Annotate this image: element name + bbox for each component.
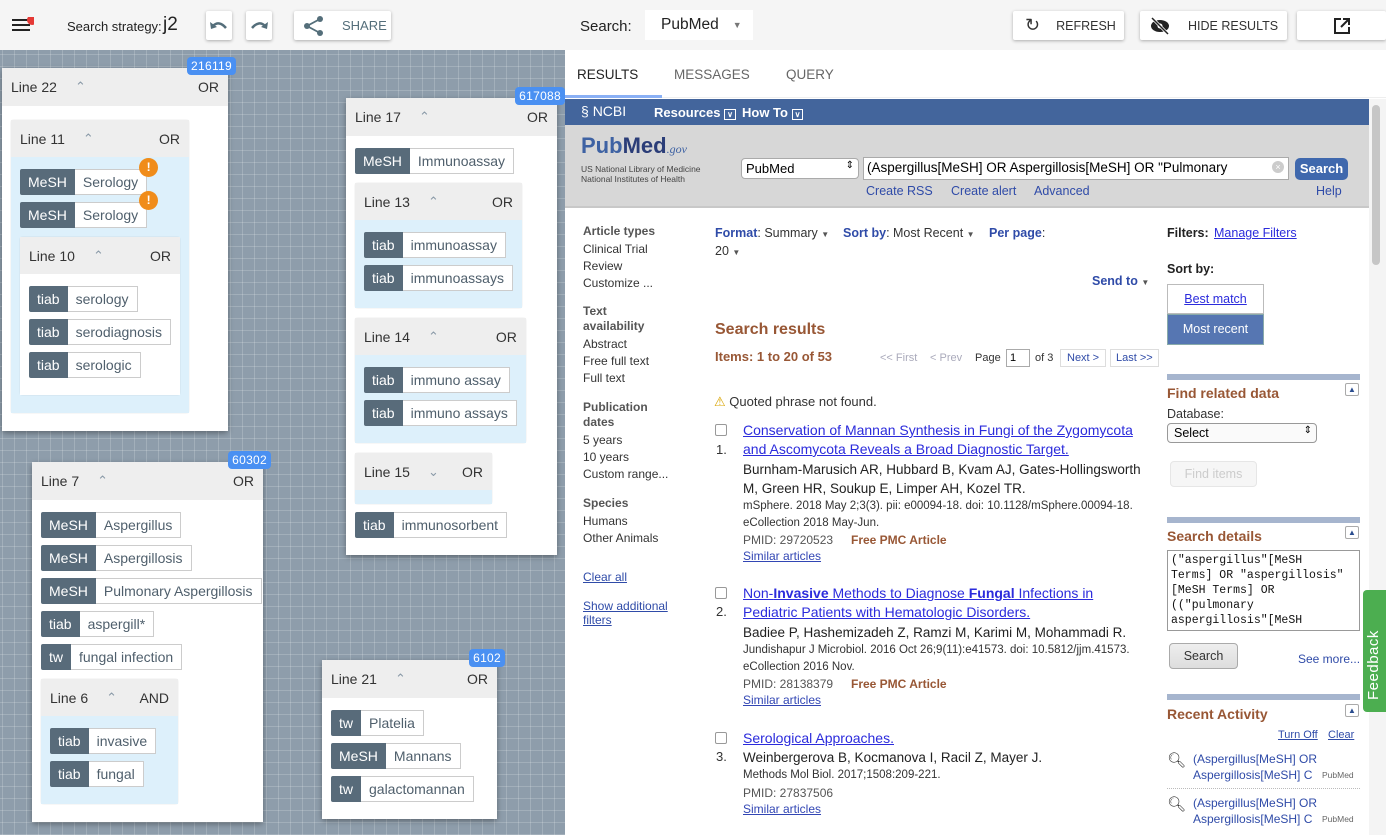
search-term[interactable] bbox=[364, 232, 506, 258]
clear-activity-link[interactable]: Clear bbox=[1328, 729, 1355, 741]
term-value[interactable]: Pulmonary Aspergillosis bbox=[96, 578, 262, 604]
ncbi-bar bbox=[565, 99, 1369, 125]
line-label: Line 21 bbox=[331, 671, 377, 687]
sortby-control[interactable]: Sort by: Most Recent ▼ bbox=[843, 226, 975, 240]
chevron-down-icon: ∨ bbox=[724, 109, 736, 120]
result-authors: Burnham-Marusich AR, Hubbard B, Kvam AJ, Gates-Hollingsworth M, Green HR, Soukup E, Limper AH, Kozel TR. bbox=[743, 462, 1141, 496]
search-term[interactable] bbox=[41, 512, 181, 538]
chevron-up-icon[interactable]: ⌃ bbox=[418, 109, 430, 124]
ncbi-label: NCBI bbox=[592, 103, 627, 119]
line-group[interactable] bbox=[20, 237, 180, 395]
group-header bbox=[41, 679, 178, 716]
chevron-up-icon[interactable]: ⌃ bbox=[427, 193, 439, 209]
term-field-tag[interactable]: MeSH bbox=[20, 202, 75, 228]
term-value[interactable]: Mannans bbox=[386, 743, 461, 769]
term-value[interactable]: fungal infection bbox=[71, 644, 182, 670]
line-group[interactable] bbox=[355, 318, 526, 443]
term-field-tag[interactable]: MeSH bbox=[41, 545, 96, 571]
database-value: PubMed bbox=[661, 16, 719, 33]
feedback-tab[interactable] bbox=[1363, 590, 1386, 712]
caret-down-icon: ▼ bbox=[732, 248, 741, 257]
line-group[interactable] bbox=[11, 120, 189, 413]
term-value[interactable]: Serology bbox=[75, 169, 147, 195]
term-field-tag[interactable]: tiab bbox=[50, 761, 89, 787]
term-value[interactable]: fungal bbox=[89, 761, 144, 787]
term-field-tag[interactable]: tiab bbox=[364, 265, 403, 291]
term-field-tag[interactable]: MeSH bbox=[41, 578, 96, 604]
result-count-badge: 617088 bbox=[515, 87, 565, 105]
chevron-up-icon[interactable]: ⌃ bbox=[427, 328, 439, 344]
line-label: Line 13 bbox=[364, 193, 410, 210]
search-term[interactable] bbox=[355, 512, 507, 538]
divider bbox=[1167, 517, 1360, 523]
title-part: Non- bbox=[743, 585, 774, 601]
caret-down-icon: ▼ bbox=[1141, 278, 1150, 287]
chevron-up-icon[interactable]: ⌃ bbox=[74, 79, 86, 94]
perpage-label-wrap: Per page: bbox=[989, 226, 1046, 240]
updown-arrows-icon: ⇕ bbox=[1303, 425, 1312, 436]
group-body bbox=[355, 355, 526, 443]
recent-db: PubMed bbox=[1322, 814, 1354, 824]
title-part: Methods to Diagnose bbox=[828, 585, 969, 601]
term-value[interactable]: immuno assay bbox=[403, 367, 510, 393]
pubmed-db-select[interactable] bbox=[741, 158, 859, 179]
term-value[interactable]: Serology bbox=[75, 202, 147, 228]
chevron-up-icon[interactable]: ⌃ bbox=[106, 689, 118, 705]
search-details-textarea[interactable]: ("aspergillus"[MeSH Terms] OR "aspergillosis"[MeSH Terms] OR (("pulmonary aspergillosis"[MeSH bbox=[1167, 550, 1360, 631]
search-term[interactable] bbox=[41, 644, 182, 670]
hide-results-button[interactable] bbox=[1140, 11, 1287, 40]
filter-option[interactable]: Customize ... bbox=[583, 276, 654, 290]
db-select-value: PubMed bbox=[746, 161, 795, 176]
result-checkbox[interactable] bbox=[715, 587, 727, 599]
term-field-tag[interactable]: tiab bbox=[29, 352, 68, 378]
clear-all-link[interactable]: Clear all bbox=[583, 570, 628, 584]
group-body bbox=[20, 274, 180, 395]
divider bbox=[1167, 694, 1360, 700]
nih-text: National Institutes of Health bbox=[581, 174, 685, 184]
group-header bbox=[20, 237, 180, 274]
filter-option[interactable]: Free full text bbox=[583, 354, 650, 368]
recent-query[interactable]: Aspergillosis[MeSH] C bbox=[1193, 812, 1313, 826]
caret-down-icon: ▼ bbox=[821, 230, 830, 239]
line-card[interactable] bbox=[322, 651, 501, 819]
term-field-tag[interactable]: tiab bbox=[29, 319, 68, 345]
group-header bbox=[11, 120, 189, 157]
howto-menu[interactable] bbox=[742, 105, 803, 120]
caret-down-icon: ▼ bbox=[732, 20, 742, 30]
pubmed-search-button[interactable]: Search bbox=[1295, 158, 1348, 180]
search-term[interactable] bbox=[331, 710, 424, 736]
line-label: Line 7 bbox=[41, 473, 80, 489]
line-label: Line 6 bbox=[50, 689, 89, 706]
page-label: Page bbox=[975, 352, 1001, 364]
perpage-value: 20 bbox=[715, 244, 729, 258]
similar-articles-link[interactable]: Similar articles bbox=[743, 549, 822, 563]
eye-off-icon bbox=[1149, 17, 1171, 35]
prev-page-link: < Prev bbox=[930, 352, 963, 364]
page-count: of 3 bbox=[1035, 352, 1054, 364]
group-body bbox=[41, 716, 178, 804]
refresh-icon: ↻ bbox=[1025, 15, 1041, 35]
free-pmc-badge[interactable]: Free PMC Article bbox=[851, 533, 947, 547]
term-field-tag[interactable]: tw bbox=[331, 710, 361, 736]
perpage-label: Per page bbox=[989, 226, 1042, 240]
term-value[interactable]: galactomannan bbox=[361, 776, 474, 802]
result-citation: Methods Mol Biol. 2017;1508:209-221. bbox=[743, 769, 941, 781]
related-db-value: Select bbox=[1174, 426, 1209, 440]
operator-toggle[interactable]: OR bbox=[462, 463, 483, 480]
logo-text: .gov bbox=[666, 142, 687, 156]
group-body bbox=[355, 490, 492, 504]
term-value[interactable]: serologic bbox=[68, 352, 141, 378]
chevron-up-icon[interactable]: ⌃ bbox=[97, 473, 109, 488]
best-match-button[interactable]: Best match bbox=[1167, 284, 1264, 314]
search-term[interactable] bbox=[364, 367, 510, 393]
search-term[interactable] bbox=[50, 761, 144, 787]
results-heading: Search results bbox=[715, 321, 826, 338]
filter-option[interactable]: 5 years bbox=[583, 433, 623, 447]
operator-toggle[interactable]: AND bbox=[139, 689, 169, 706]
chevron-up-icon[interactable]: ⌃ bbox=[394, 671, 406, 686]
collapse-icon[interactable]: ▲ bbox=[1345, 704, 1359, 717]
term-value[interactable]: immunoassay bbox=[403, 232, 506, 258]
search-term[interactable] bbox=[331, 776, 474, 802]
hide-results-label: HIDE RESULTS bbox=[1188, 18, 1279, 33]
feedback-label: Feedback bbox=[1365, 630, 1382, 700]
term-field-tag[interactable]: tw bbox=[331, 776, 361, 802]
collapse-icon[interactable]: ▲ bbox=[1345, 526, 1359, 539]
term-field-tag[interactable]: MeSH bbox=[331, 743, 386, 769]
pubmed-logo[interactable] bbox=[581, 133, 687, 159]
strategy-toolbar bbox=[0, 0, 565, 50]
filter-option[interactable]: Other Animals bbox=[583, 531, 659, 545]
results-toolbar bbox=[565, 0, 1386, 50]
help-link[interactable]: Help bbox=[1316, 184, 1342, 198]
term-field-tag[interactable]: tiab bbox=[355, 512, 394, 538]
find-related-heading: Find related data bbox=[1167, 385, 1280, 401]
card-body bbox=[322, 698, 497, 819]
term-field-tag[interactable]: tiab bbox=[41, 611, 80, 637]
search-details-heading: Search details bbox=[1167, 528, 1262, 544]
recent-activity-heading: Recent Activity bbox=[1167, 706, 1268, 722]
line-label: Line 17 bbox=[355, 109, 401, 125]
result-number: 1. bbox=[716, 442, 727, 457]
term-value[interactable]: immuno assays bbox=[403, 400, 517, 426]
operator-toggle[interactable]: OR bbox=[149, 247, 171, 264]
result-pmid: PMID: 29720523 bbox=[743, 533, 834, 547]
sortby-label: Sort by bbox=[843, 226, 887, 240]
title-part-bold: Invasive bbox=[773, 585, 829, 601]
line-label: Line 15 bbox=[364, 463, 410, 480]
group-body bbox=[11, 157, 189, 413]
term-field-tag[interactable]: tw bbox=[41, 644, 71, 670]
group-header bbox=[355, 183, 522, 220]
next-page-link[interactable]: Next > bbox=[1060, 349, 1106, 367]
recent-db: PubMed bbox=[1322, 770, 1354, 780]
term-field-tag[interactable]: tiab bbox=[29, 286, 68, 312]
term-field-tag[interactable]: tiab bbox=[364, 367, 403, 393]
group-header bbox=[355, 453, 492, 490]
recent-query[interactable]: (Aspergillus[MeSH] OR bbox=[1193, 752, 1318, 766]
query-text: (Aspergillus[MeSH] OR Aspergillosis[MeSH] OR "Pulmonary bbox=[867, 160, 1228, 175]
term-value[interactable]: Aspergillosis bbox=[96, 545, 192, 571]
group-header bbox=[355, 318, 526, 355]
filter-heading: Publication dates bbox=[583, 400, 648, 429]
chevron-down-icon: ∨ bbox=[792, 109, 804, 120]
card-body bbox=[32, 500, 263, 822]
result-number: 2. bbox=[716, 604, 727, 619]
create-alert-link[interactable]: Create alert bbox=[951, 184, 1017, 198]
result-citation: Jundishapur J Microbiol. 2016 Oct 26;9(11):e41573. doi: 10.5812/jjm.41573. eCollection 2016 Nov. bbox=[743, 644, 1130, 673]
result-checkbox[interactable] bbox=[715, 424, 727, 436]
search-term[interactable] bbox=[355, 148, 514, 174]
divider bbox=[1167, 788, 1360, 789]
result-authors: Badiee P, Hashemizadeh Z, Ramzi M, Karimi M, Mohammadi R. bbox=[743, 625, 1127, 640]
collapse-icon[interactable]: ▲ bbox=[1345, 383, 1359, 396]
filter-heading: Text availability bbox=[583, 304, 645, 333]
term-value[interactable]: invasive bbox=[89, 728, 157, 754]
send-to-button[interactable] bbox=[1092, 274, 1149, 288]
warning-text: Quoted phrase not found. bbox=[729, 394, 877, 409]
turn-off-link[interactable]: Turn Off bbox=[1278, 729, 1318, 741]
refresh-label: REFRESH bbox=[1056, 18, 1116, 33]
result-number: 3. bbox=[716, 749, 727, 764]
ncbi-logo[interactable]: § NCBI bbox=[581, 103, 627, 119]
chevron-up-icon[interactable]: ⌃ bbox=[82, 130, 94, 146]
similar-articles-link[interactable]: Similar articles bbox=[743, 693, 822, 707]
database-label: Database: bbox=[1167, 407, 1224, 421]
similar-articles-link[interactable]: Similar articles bbox=[743, 802, 822, 816]
recent-query[interactable]: (Aspergillus[MeSH] OR bbox=[1193, 796, 1318, 810]
line-group[interactable] bbox=[41, 679, 178, 804]
term-value[interactable]: serodiagnosis bbox=[68, 319, 171, 345]
see-more-link[interactable]: See more... bbox=[1298, 652, 1361, 666]
related-db-select[interactable] bbox=[1167, 423, 1317, 443]
search-db-label: Search: bbox=[580, 18, 632, 35]
create-rss-link[interactable]: Create RSS bbox=[866, 184, 933, 198]
tab-messages[interactable]: MESSAGES bbox=[674, 67, 750, 82]
strategy-label: Search strategy: bbox=[67, 19, 162, 34]
divider bbox=[1167, 374, 1360, 380]
search-term[interactable] bbox=[364, 265, 513, 291]
strategy-name: j2 bbox=[163, 14, 178, 35]
filter-heading: Article types bbox=[583, 224, 656, 238]
card-body bbox=[2, 106, 228, 431]
operator-toggle[interactable]: OR bbox=[467, 671, 488, 687]
result-title-link[interactable]: Conservation of Mannan Synthesis in Fungi of the Zygomycota and Ascomycota Reveals a Broad Diagnostic Target. bbox=[743, 422, 1133, 457]
filter-heading: Species bbox=[583, 496, 629, 510]
share-icon bbox=[303, 16, 325, 36]
details-search-button[interactable]: Search bbox=[1169, 643, 1238, 669]
result-count-badge: 6102 bbox=[469, 649, 505, 667]
search-term[interactable] bbox=[41, 611, 154, 637]
operator-toggle[interactable]: OR bbox=[198, 79, 219, 95]
result-citation: mSphere. 2018 May 2;3(3). pii: e00094-18. doi: 10.1128/mSphere.00094-18. eCollection 2018 May-Jun. bbox=[743, 500, 1133, 529]
share-button[interactable] bbox=[294, 11, 391, 40]
result-authors: Weinbergerova B, Kocmanova I, Racil Z, Mayer J. bbox=[743, 750, 1043, 765]
clear-icon[interactable]: × bbox=[1272, 161, 1284, 173]
recent-query[interactable]: Aspergillosis[MeSH] C bbox=[1193, 768, 1313, 782]
results-tabs bbox=[565, 50, 1386, 98]
result-title-link[interactable] bbox=[743, 584, 1123, 622]
line-card[interactable] bbox=[2, 59, 232, 431]
search-term[interactable] bbox=[50, 728, 156, 754]
title-part: Infections in Pediatric Patients with Hematologic Disorders. bbox=[743, 585, 1094, 620]
line-card[interactable] bbox=[32, 453, 267, 822]
line-label: Line 14 bbox=[364, 328, 410, 345]
pubmed-header bbox=[565, 125, 1369, 208]
line-label: Line 10 bbox=[29, 247, 75, 264]
operator-toggle[interactable]: OR bbox=[491, 193, 513, 210]
caret-down-icon: ▼ bbox=[966, 230, 975, 239]
term-field-tag[interactable]: tiab bbox=[50, 728, 89, 754]
search-term[interactable] bbox=[41, 578, 262, 604]
show-additional-filters-link[interactable]: Show additional filters bbox=[583, 599, 668, 627]
search-term[interactable] bbox=[364, 400, 517, 426]
term-field-tag[interactable]: MeSH bbox=[41, 512, 96, 538]
search-term[interactable] bbox=[20, 160, 151, 195]
sortby-heading: Sort by: bbox=[1167, 262, 1215, 276]
open-in-new-icon bbox=[1333, 17, 1351, 35]
chevron-up-icon[interactable]: ⌃ bbox=[92, 247, 104, 263]
line-group[interactable] bbox=[355, 183, 522, 308]
operator-toggle[interactable]: OR bbox=[233, 473, 254, 489]
card-body bbox=[346, 136, 557, 555]
last-page-link[interactable]: Last >> bbox=[1110, 349, 1159, 367]
free-pmc-badge[interactable]: Free PMC Article bbox=[851, 677, 947, 691]
advanced-link[interactable]: Advanced bbox=[1034, 184, 1090, 198]
term-value[interactable]: immunosorbent bbox=[394, 512, 508, 538]
pubmed-scrollbar[interactable] bbox=[1369, 99, 1386, 835]
first-page-link: << First bbox=[880, 352, 918, 364]
filter-option[interactable]: Full text bbox=[583, 371, 626, 385]
menu-button[interactable] bbox=[12, 17, 32, 33]
sortby-value: Most Recent bbox=[893, 226, 964, 240]
logo-text: Med bbox=[622, 133, 667, 158]
refresh-button[interactable] bbox=[1013, 11, 1124, 40]
result-count-badge: 60302 bbox=[228, 451, 271, 469]
manage-filters-link[interactable]: Manage Filters bbox=[1214, 226, 1297, 240]
filter-option[interactable]: Custom range... bbox=[583, 467, 669, 481]
warning-icon: ⚠ bbox=[714, 394, 726, 409]
search-term[interactable] bbox=[29, 319, 171, 345]
line-group[interactable] bbox=[355, 453, 492, 504]
filter-option[interactable]: Clinical Trial bbox=[583, 242, 648, 256]
search-icon: 🔍︎ bbox=[1167, 796, 1187, 813]
filter-option[interactable]: 10 years bbox=[583, 450, 630, 464]
search-icon: 🔍︎ bbox=[1167, 752, 1187, 769]
format-value: Summary bbox=[764, 226, 818, 240]
perpage-control[interactable] bbox=[715, 244, 740, 258]
pubmed-search-input[interactable] bbox=[863, 157, 1289, 180]
items-count: Items: 1 to 20 of 53 bbox=[715, 349, 833, 364]
redo-button[interactable] bbox=[246, 11, 272, 40]
search-term[interactable] bbox=[331, 743, 461, 769]
open-external-button[interactable] bbox=[1297, 11, 1386, 40]
undo-icon bbox=[209, 19, 229, 33]
updown-arrows-icon: ⇕ bbox=[845, 160, 854, 171]
active-tab-indicator bbox=[565, 95, 662, 98]
chevron-down-icon[interactable]: ⌄ bbox=[427, 463, 439, 479]
warning-message bbox=[714, 394, 877, 410]
result-count-badge: 216119 bbox=[187, 57, 236, 75]
term-value[interactable]: Aspergillus bbox=[96, 512, 181, 538]
warning-icon[interactable]: ! bbox=[139, 191, 158, 210]
tab-results[interactable]: RESULTS bbox=[577, 67, 639, 82]
group-body bbox=[355, 220, 522, 308]
search-term[interactable] bbox=[20, 193, 151, 228]
term-value[interactable]: Platelia bbox=[361, 710, 424, 736]
line-card[interactable] bbox=[346, 89, 561, 555]
resources-menu[interactable] bbox=[654, 105, 736, 120]
result-title-link[interactable]: Serological Approaches. bbox=[743, 730, 894, 746]
title-part-bold: Fungal bbox=[968, 585, 1015, 601]
warning-icon[interactable]: ! bbox=[139, 158, 158, 177]
result-checkbox[interactable] bbox=[715, 732, 727, 744]
share-label: SHARE bbox=[342, 18, 387, 33]
redo-icon bbox=[249, 19, 269, 33]
filter-option[interactable]: Review bbox=[583, 259, 623, 273]
term-value[interactable]: Immunoassay bbox=[410, 148, 514, 174]
hamburger-icon bbox=[12, 17, 34, 33]
resources-label: Resources bbox=[654, 105, 721, 120]
filter-option[interactable]: Abstract bbox=[583, 337, 628, 351]
filters-label: Filters: bbox=[1167, 226, 1209, 240]
strategy-panel bbox=[0, 0, 565, 835]
term-field-tag[interactable]: tiab bbox=[364, 232, 403, 258]
operator-toggle[interactable]: OR bbox=[158, 130, 180, 147]
term-value[interactable]: immunoassays bbox=[403, 265, 513, 291]
find-items-button[interactable]: Find items bbox=[1170, 461, 1257, 487]
result-pmid: PMID: 27837506 bbox=[743, 786, 834, 800]
logo-text: Pub bbox=[581, 133, 623, 158]
result-pmid: PMID: 28138379 bbox=[743, 677, 834, 691]
howto-label: How To bbox=[742, 105, 788, 120]
line-label: Line 22 bbox=[11, 79, 57, 95]
most-recent-button[interactable]: Most recent bbox=[1167, 314, 1264, 345]
operator-toggle[interactable]: OR bbox=[527, 109, 548, 125]
format-control[interactable]: Format: Summary ▼ bbox=[715, 226, 830, 240]
undo-button[interactable] bbox=[206, 11, 232, 40]
line-label: Line 11 bbox=[20, 130, 65, 147]
send-to-label: Send to bbox=[1092, 274, 1138, 288]
database-dropdown[interactable] bbox=[645, 10, 753, 40]
term-field-tag[interactable]: MeSH bbox=[20, 169, 75, 195]
search-term[interactable] bbox=[29, 352, 141, 378]
search-term[interactable] bbox=[29, 286, 138, 312]
nlm-text: US National Library of Medicine bbox=[581, 164, 701, 174]
term-value[interactable]: aspergill* bbox=[80, 611, 155, 637]
operator-toggle[interactable]: OR bbox=[495, 328, 517, 345]
term-field-tag[interactable]: tiab bbox=[364, 400, 403, 426]
term-field-tag[interactable]: MeSH bbox=[355, 148, 410, 174]
term-value[interactable]: serology bbox=[68, 286, 138, 312]
scrollbar-thumb[interactable] bbox=[1372, 105, 1380, 265]
filter-option[interactable]: Humans bbox=[583, 514, 628, 528]
page-input[interactable]: 1 bbox=[1006, 349, 1030, 367]
tab-query[interactable]: QUERY bbox=[786, 67, 834, 82]
format-label: Format bbox=[715, 226, 758, 240]
search-term[interactable] bbox=[41, 545, 192, 571]
